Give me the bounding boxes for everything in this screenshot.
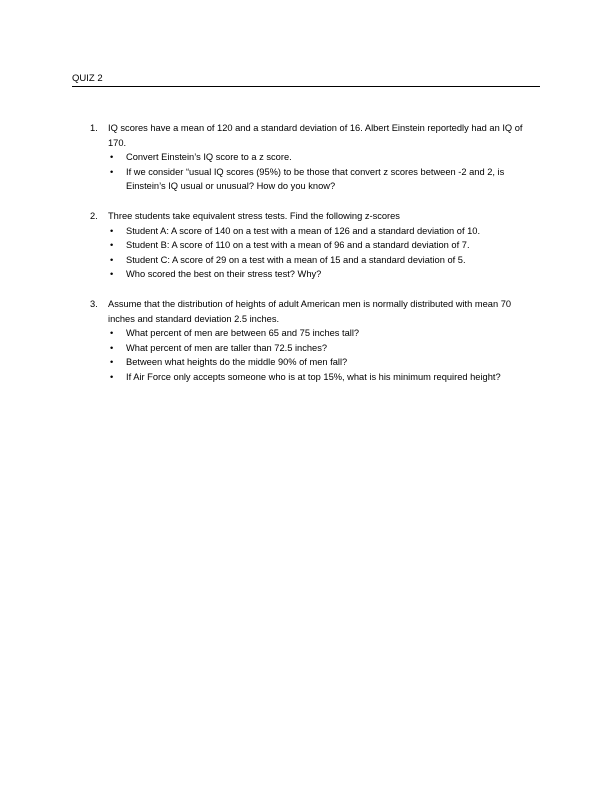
- question-1-bullets: [90, 150, 540, 194]
- page-header: [72, 73, 540, 87]
- bullet-item: [110, 341, 540, 356]
- question-2-bullets: [90, 224, 540, 282]
- bullet-icon: •: [110, 371, 114, 382]
- bullet-icon: •: [110, 240, 114, 251]
- bullet-icon: •: [110, 254, 114, 265]
- question-text: Assume that the distribution of heights of adult American men is normally distributed with mean 70 inches and standard deviation 2.5 inches.: [108, 298, 512, 324]
- question-list: [90, 121, 540, 400]
- bullet-text: Who scored the best on their stress test? Why?: [126, 269, 322, 280]
- question-number: 1.: [90, 123, 98, 133]
- bullet-item: [110, 355, 540, 370]
- question-3: [90, 297, 540, 385]
- bullet-icon: •: [110, 342, 114, 353]
- bullet-item: [110, 224, 540, 239]
- bullet-icon: •: [110, 152, 114, 163]
- header-divider: [72, 86, 540, 87]
- bullet-icon: •: [110, 357, 114, 368]
- bullet-icon: •: [110, 269, 114, 280]
- bullet-text: Convert Einstein’s IQ score to a z score.: [126, 152, 292, 163]
- bullet-text: Student A: A score of 140 on a test with a mean of 126 and a standard deviation of 10.: [126, 225, 481, 236]
- question-2: [90, 209, 540, 282]
- bullet-item: [110, 165, 540, 194]
- bullet-text: What percent of men are taller than 72.5 inches?: [126, 342, 328, 353]
- bullet-item: [110, 253, 540, 268]
- question-text: Three students take equivalent stress tests. Find the following z-scores: [108, 210, 400, 221]
- bullet-item: [110, 238, 540, 253]
- question-number: 2.: [90, 210, 98, 221]
- bullet-text: What percent of men are between 65 and 75 inches tall?: [126, 328, 360, 339]
- question-text: IQ scores have a mean of 120 and a standard deviation of 16. Albert Einstein reportedly had an IQ of 170.: [108, 123, 523, 148]
- bullet-text: Student C: A score of 29 on a test with a mean of 15 and a standard deviation of 5.: [126, 254, 466, 265]
- bullet-icon: •: [110, 328, 114, 339]
- bullet-item: [110, 150, 540, 165]
- bullet-text: If Air Force only accepts someone who is at top 15%, what is his minimum required height?: [126, 371, 501, 382]
- bullet-icon: •: [110, 225, 114, 236]
- question-number: 3.: [90, 298, 98, 309]
- bullet-icon: •: [110, 166, 114, 177]
- bullet-text: Student B: A score of 110 on a test with a mean of 96 and a standard deviation of 7.: [126, 240, 470, 251]
- bullet-text: Between what heights do the middle 90% of men fall?: [126, 357, 348, 368]
- quiz-title: QUIZ 2: [72, 73, 103, 84]
- bullet-text: If we consider “usual IQ scores (95%) to be those that convert z scores between -2 and 2, is Einstein’s IQ usual or unusual? How do you know?: [126, 166, 505, 192]
- question-3-bullets: [90, 326, 540, 384]
- question-1: [90, 121, 540, 194]
- bullet-item: [110, 370, 540, 385]
- bullet-item: [110, 267, 540, 282]
- bullet-item: [110, 326, 540, 341]
